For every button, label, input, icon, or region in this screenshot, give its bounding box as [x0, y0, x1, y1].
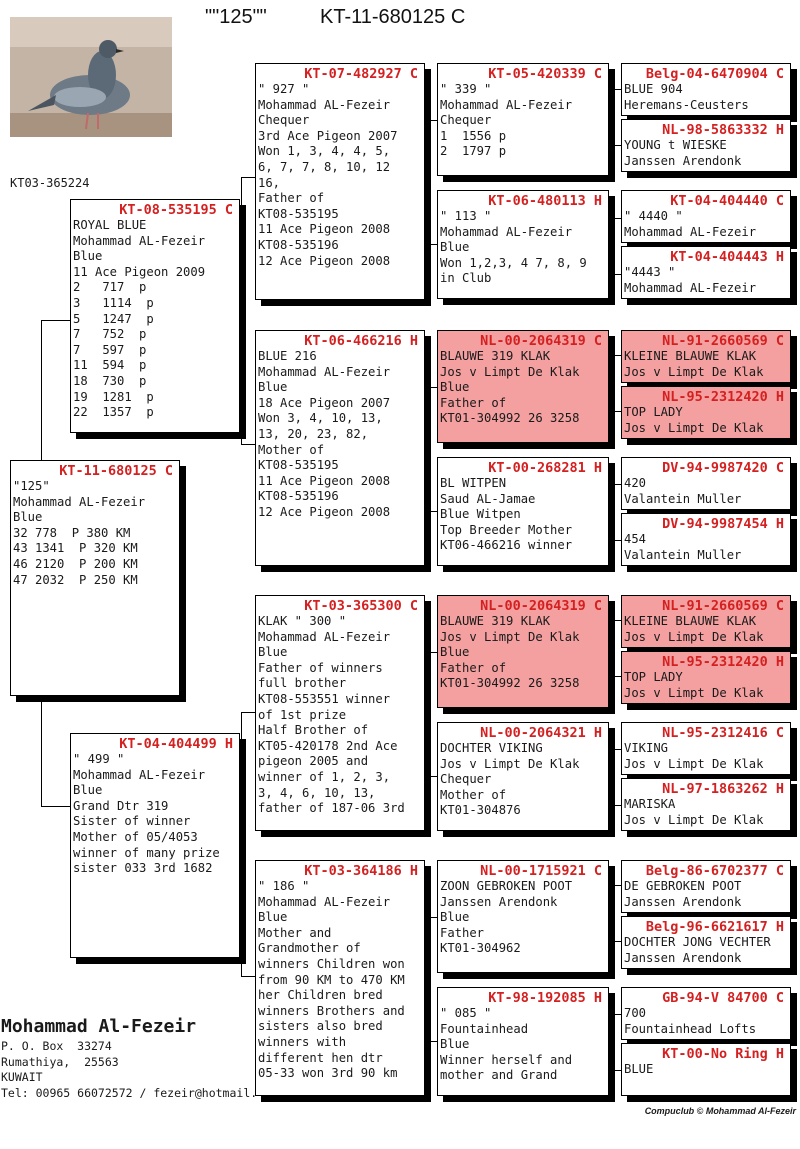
box-line: 32 778 P 380 KM	[13, 525, 131, 540]
box-line: KT08-535195	[258, 206, 339, 221]
box-line: Mohammad AL-Fezeir	[624, 224, 757, 239]
box-line: KT08-535196	[258, 489, 339, 504]
box-line: KT06-466216 winner	[440, 538, 573, 553]
pedigree-box-sire	[70, 199, 240, 433]
box-line: Won 1, 3, 4, 4, 5,	[258, 144, 391, 159]
connector-line	[614, 620, 621, 621]
box-lines	[438, 349, 608, 427]
box-lines	[256, 349, 424, 521]
pedigree-box-dds	[437, 860, 609, 973]
ring-number: KT-03-365300 C	[304, 598, 418, 614]
box-line: Father of	[440, 395, 507, 410]
box-line: KT08-535195	[258, 458, 339, 473]
connector-line	[614, 676, 621, 677]
box-line: ZOON GEBROKEN POOT	[440, 879, 573, 893]
connector-line	[428, 387, 429, 512]
box-line: Jos v Limpt De Klak	[440, 364, 580, 379]
box-line: 2 1797 p	[440, 144, 507, 159]
box-line: Father of winners	[258, 660, 383, 675]
connector-line	[428, 652, 437, 653]
box-line: BLAUWE 319 KLAK	[440, 349, 551, 363]
box-lines	[438, 741, 608, 819]
box-line: Blue	[440, 645, 470, 660]
box-line: 11 Ace Pigeon 2009	[73, 264, 206, 279]
header-nickname: ""125""	[205, 6, 267, 28]
connector-line	[41, 806, 70, 807]
box-line: 5 1247 p	[73, 311, 154, 326]
box-line: BLAUWE 319 KLAK	[440, 614, 551, 628]
pedigree-box-sire-dam	[255, 330, 425, 566]
pedigree-box-ssd	[437, 190, 609, 299]
box-line: Janssen Arendonk	[440, 894, 558, 909]
connector-line	[428, 917, 429, 1042]
box-line: Blue	[440, 1037, 470, 1052]
software-credit: Compuclub © Mohammad Al-Fezeir	[644, 1106, 796, 1116]
box-line: Valantein Muller	[624, 491, 742, 506]
box-line: sisters also bred	[258, 1019, 383, 1034]
box-line: Mohammad AL-Fezeir	[73, 767, 206, 782]
pigeon-photo	[10, 17, 172, 137]
connector-line	[614, 885, 621, 886]
box-line: Rumathiya, 25563	[1, 1054, 119, 1069]
box-line: 43 1341 P 320 KM	[13, 541, 138, 556]
box-line: KT01-304992 26 3258	[440, 676, 580, 691]
box-line: Mohammad AL-Fezeir	[13, 494, 146, 509]
box-lines	[622, 82, 790, 113]
box-line: YOUNG t WIESKE	[624, 138, 727, 152]
box-line: 47 2032 P 250 KM	[13, 572, 138, 587]
pedigree-box-dam-sire	[255, 595, 425, 831]
box-line: 12 Ace Pigeon 2008	[258, 504, 391, 519]
pedigree-box-g1	[621, 63, 791, 116]
box-line: full brother	[258, 676, 347, 691]
connector-line	[241, 177, 242, 445]
pedigree-box-dam-dam	[255, 860, 425, 1096]
ring-number: NL-98-5863332 H	[662, 122, 784, 138]
box-line: Jos v Limpt De Klak	[624, 685, 764, 700]
pedigree-box-dam	[70, 733, 240, 958]
connector-line	[428, 120, 437, 121]
pedigree-box-g15	[621, 987, 791, 1040]
connector-line	[41, 320, 42, 460]
box-line: 3, 4, 6, 10, 13,	[258, 785, 376, 800]
connector-line	[428, 387, 437, 388]
box-line: her Children bred	[258, 988, 383, 1003]
box-lines	[622, 209, 790, 240]
connector-line	[428, 652, 429, 777]
box-line: 2 717 p	[73, 280, 147, 295]
box-line: Blue	[258, 910, 288, 925]
ring-number: NL-91-2660569 C	[662, 333, 784, 349]
connector-line	[428, 917, 437, 918]
ring-number: KT-03-364186 H	[304, 863, 418, 879]
pedigree-box-g13	[621, 860, 791, 913]
box-lines	[438, 209, 608, 287]
box-lines	[622, 476, 790, 507]
box-line: Mohammad AL-Fezeir	[258, 97, 391, 112]
pedigree-box-g14	[621, 916, 791, 969]
box-line: 7 597 p	[73, 342, 147, 357]
ring-number: KT-04-404440 C	[670, 193, 784, 209]
box-line: 11 Ace Pigeon 2008	[258, 222, 391, 237]
ring-number: NL-95-2312416 C	[662, 725, 784, 741]
connector-line	[614, 218, 621, 219]
ring-number: KT-06-466216 H	[304, 333, 418, 349]
box-line: Mohammad AL-Fezeir	[258, 629, 391, 644]
connector-line	[241, 976, 255, 977]
box-lines	[622, 1006, 790, 1037]
ring-number: NL-95-2312420 H	[662, 389, 784, 405]
box-lines	[71, 752, 239, 877]
connector-line	[614, 145, 621, 146]
ring-number: KT-00-268281 H	[488, 460, 602, 476]
box-line: 1 1556 p	[440, 128, 507, 143]
connector-line	[241, 712, 242, 977]
box-lines	[622, 405, 790, 436]
pedigree-box-subject	[10, 460, 180, 696]
owner-address	[1, 1040, 257, 1102]
box-line: Grand Dtr 319	[73, 798, 169, 813]
box-line: "4443 "	[624, 265, 676, 279]
box-line: mother and Grand	[440, 1068, 558, 1083]
box-line: winners with	[258, 1034, 347, 1049]
box-line: Father of	[258, 191, 325, 206]
box-line: 05-33 won 3rd 90 km	[258, 1066, 398, 1081]
box-line: Mother of 05/4053	[73, 829, 198, 844]
box-line: Mohammad AL-Fezeir	[440, 97, 573, 112]
pedigree-box-g6	[621, 386, 791, 439]
box-line: Janssen Arendonk	[624, 894, 742, 909]
ring-number: KT-04-404499 H	[119, 736, 233, 752]
box-line: Jos v Limpt De Klak	[624, 420, 764, 435]
box-line: Jos v Limpt De Klak	[440, 756, 580, 771]
box-lines	[256, 879, 424, 1082]
box-line: Father of	[440, 660, 507, 675]
box-line: TOP LADY	[624, 405, 683, 419]
box-line: ROYAL BLUE	[73, 218, 147, 232]
box-line: Blue	[73, 249, 103, 264]
box-line: Fountainhead Lofts	[624, 1021, 757, 1036]
box-line: Chequer	[440, 113, 492, 128]
box-line: 18 730 p	[73, 373, 147, 388]
box-line: DOCHTER JONG VECHTER	[624, 935, 771, 949]
box-line: KT01-304992 26 3258	[440, 411, 580, 426]
box-line: in Club	[440, 271, 492, 286]
box-line: " 113 "	[440, 209, 492, 223]
box-line: Won 3, 4, 10, 13,	[258, 411, 383, 426]
connector-line	[41, 696, 42, 806]
box-line: 19 1281 p	[73, 389, 154, 404]
connector-line	[241, 712, 255, 713]
connector-line	[428, 244, 437, 245]
box-line: winner of 1, 2, 3,	[258, 769, 391, 784]
box-line: Blue	[13, 510, 43, 525]
owner-name: Mohammad Al-Fezeir	[1, 1016, 197, 1037]
box-line: of 1st prize	[258, 707, 347, 722]
box-line: Mohammad AL-Fezeir	[73, 233, 206, 248]
ring-number: NL-95-2312420 H	[662, 654, 784, 670]
box-lines	[438, 476, 608, 554]
ring-number: KT-05-420339 C	[488, 66, 602, 82]
ring-number: NL-00-1715921 C	[480, 863, 602, 879]
pedigree-box-ddd	[437, 987, 609, 1096]
box-line: P. O. Box 33274	[1, 1039, 112, 1053]
box-line: BLUE 216	[258, 349, 317, 363]
box-line: 3 1114 p	[73, 295, 154, 310]
pedigree-box-g2	[621, 119, 791, 172]
ring-number: KT-04-404443 H	[670, 249, 784, 265]
ring-number: KT-00-No Ring H	[662, 1046, 784, 1062]
box-lines	[622, 879, 790, 910]
connector-line	[614, 89, 621, 90]
box-line: 7 752 p	[73, 327, 147, 342]
pedigree-box-g8	[621, 513, 791, 566]
box-lines	[622, 614, 790, 645]
box-line: Father	[440, 925, 485, 940]
box-lines	[622, 1062, 790, 1078]
connector-line	[428, 1041, 437, 1042]
box-line: 454	[624, 532, 647, 546]
box-lines	[622, 935, 790, 966]
ring-number: NL-97-1863262 H	[662, 781, 784, 797]
connector-line	[614, 1014, 621, 1015]
box-line: Top Breeder Mother	[440, 522, 573, 537]
pedigree-box-g16	[621, 1043, 791, 1096]
box-line: Winner herself and	[440, 1052, 573, 1067]
box-line: Blue Witpen	[440, 507, 521, 522]
side-ring-number: KT03-365224	[10, 176, 90, 190]
ring-number: KT-07-482927 C	[304, 66, 418, 82]
box-line: Mother of	[440, 787, 507, 802]
box-line: BLUE 904	[624, 82, 683, 96]
box-line: Blue	[440, 240, 470, 255]
box-line: Grandmother of	[258, 941, 361, 956]
box-line: Chequer	[258, 113, 310, 128]
box-line: Blue	[440, 380, 470, 395]
box-lines	[622, 349, 790, 380]
box-line: Blue	[258, 645, 288, 660]
box-line: VIKING	[624, 741, 669, 755]
box-line: KT01-304962	[440, 941, 521, 956]
box-lines	[71, 218, 239, 421]
ring-number: KT-98-192085 H	[488, 990, 602, 1006]
box-line: Won 1,2,3, 4 7, 8, 9	[440, 255, 587, 270]
box-line: Valantein Muller	[624, 547, 742, 562]
ring-number: GB-94-V 84700 C	[662, 990, 784, 1006]
connector-line	[614, 355, 621, 356]
ring-number: NL-91-2660569 C	[662, 598, 784, 614]
pedigree-box-sdd	[437, 457, 609, 566]
box-line: Half Brother of	[258, 723, 369, 738]
box-line: 22 1357 p	[73, 405, 154, 420]
ring-number: KT-11-680125 C	[59, 463, 173, 479]
ring-number: NL-00-2064321 H	[480, 725, 602, 741]
connector-line	[614, 941, 621, 942]
box-line: Saud AL-Jamae	[440, 491, 536, 506]
header-ring: KT-11-680125 C	[320, 6, 466, 28]
ring-number: NL-00-2064319 C	[480, 333, 602, 349]
box-line: Janssen Arendonk	[624, 950, 742, 965]
ring-number: Belg-04-6470904 C	[645, 66, 784, 82]
pedigree-box-g9	[621, 595, 791, 648]
pedigree-box-g12	[621, 778, 791, 831]
box-line: KUWAIT	[1, 1070, 43, 1085]
box-line: Mohammad AL-Fezeir	[440, 224, 573, 239]
box-line: " 085 "	[440, 1006, 492, 1020]
box-line: Jos v Limpt De Klak	[624, 629, 764, 644]
box-line: 700	[624, 1006, 647, 1020]
box-line: Janssen Arendonk	[624, 153, 742, 168]
box-lines	[622, 265, 790, 296]
box-lines	[438, 614, 608, 692]
pedigree-box-g3	[621, 190, 791, 243]
box-line: BLUE	[624, 1062, 654, 1076]
box-line: 3rd Ace Pigeon 2007	[258, 128, 398, 143]
box-line: BL WITPEN	[440, 476, 507, 490]
box-line: Mother and	[258, 925, 332, 940]
box-line: KLEINE BLAUWE KLAK	[624, 614, 757, 628]
box-lines	[622, 670, 790, 701]
box-line: 420	[624, 476, 647, 490]
box-line: 46 2120 P 200 KM	[13, 556, 138, 571]
box-line: 11 594 p	[73, 358, 147, 373]
pedigree-box-sire-sire	[255, 63, 425, 300]
box-line: from 90 KM to 470 KM	[258, 972, 405, 987]
pedigree-box-g7	[621, 457, 791, 510]
box-line: Blue	[73, 783, 103, 798]
box-line: KT01-304876	[440, 803, 521, 818]
box-line: Jos v Limpt De Klak	[624, 812, 764, 827]
box-lines	[622, 797, 790, 828]
box-line: KT08-553551 winner	[258, 691, 391, 706]
box-line: 11 Ace Pigeon 2008	[258, 473, 391, 488]
connector-line	[241, 444, 255, 445]
box-line: Heremans-Ceusters	[624, 97, 749, 112]
box-lines	[438, 879, 608, 957]
box-line: Mohammad AL-Fezeir	[258, 364, 391, 379]
box-line: TOP LADY	[624, 670, 683, 684]
box-line: KT05-420178 2nd Ace	[258, 738, 398, 753]
box-lines	[622, 532, 790, 563]
pedigree-box-g10	[621, 651, 791, 704]
connector-line	[428, 776, 437, 777]
box-line: KLEINE BLAUWE KLAK	[624, 349, 757, 363]
box-line: Jos v Limpt De Klak	[440, 629, 580, 644]
ring-number: KT-06-480113 H	[488, 193, 602, 209]
box-line: DOCHTER VIKING	[440, 741, 543, 755]
box-line: 6, 7, 7, 8, 10, 12	[258, 159, 391, 174]
box-line: father of 187-06 3rd	[258, 801, 405, 816]
box-line: winners Children won	[258, 956, 405, 971]
box-lines	[256, 614, 424, 817]
box-line: Fountainhead	[440, 1021, 529, 1036]
box-line: KT08-535196	[258, 237, 339, 252]
ring-number: KT-08-535195 C	[119, 202, 233, 218]
box-line: sister 033 3rd 1682	[73, 861, 213, 876]
box-line: "125"	[13, 479, 50, 493]
box-line: Chequer	[440, 772, 492, 787]
box-line: 18 Ace Pigeon 2007	[258, 395, 391, 410]
box-lines	[438, 82, 608, 160]
box-line: Tel: 00965 66072572 / fezeir@hotmail.	[1, 1085, 258, 1100]
box-line: Blue	[258, 380, 288, 395]
box-line: Mohammad AL-Fezeir	[624, 280, 757, 295]
ring-number: DV-94-9987454 H	[662, 516, 784, 532]
connector-line	[614, 540, 621, 541]
box-line: " 186 "	[258, 879, 310, 893]
pedigree-box-sds	[437, 330, 609, 443]
pedigree-box-g11	[621, 722, 791, 775]
box-line: MARISKA	[624, 797, 676, 811]
connector-line	[614, 1070, 621, 1071]
ring-number: Belg-96-6621617 H	[645, 919, 784, 935]
box-lines	[622, 138, 790, 169]
box-lines	[11, 479, 179, 588]
ring-number: NL-00-2064319 C	[480, 598, 602, 614]
connector-line	[614, 805, 621, 806]
connector-line	[614, 484, 621, 485]
box-line: 13, 20, 23, 82,	[258, 426, 369, 441]
box-line: " 4440 "	[624, 209, 683, 223]
box-line: DE GEBROKEN POOT	[624, 879, 742, 893]
box-line: " 499 "	[73, 752, 125, 766]
pedigree-box-g4	[621, 246, 791, 299]
box-line: 12 Ace Pigeon 2008	[258, 253, 391, 268]
connector-line	[614, 274, 621, 275]
box-line: Blue	[440, 910, 470, 925]
pedigree-box-dsd	[437, 722, 609, 831]
box-line: " 927 "	[258, 82, 310, 96]
connector-line	[428, 511, 437, 512]
connector-line	[614, 749, 621, 750]
box-line: different hen dtr	[258, 1050, 383, 1065]
box-lines	[622, 741, 790, 772]
ring-number: DV-94-9987420 C	[662, 460, 784, 476]
box-line: winner of many prize	[73, 845, 220, 860]
connector-line	[428, 120, 429, 245]
box-lines	[256, 82, 424, 269]
box-line: Sister of winner	[73, 814, 191, 829]
box-line: pigeon 2005 and	[258, 754, 369, 769]
connector-line	[614, 411, 621, 412]
box-line: Jos v Limpt De Klak	[624, 364, 764, 379]
pedigree-box-dss	[437, 595, 609, 708]
box-line: 16,	[258, 175, 281, 190]
box-lines	[438, 1006, 608, 1084]
ring-number: Belg-86-6702377 C	[645, 863, 784, 879]
box-line: KLAK " 300 "	[258, 614, 347, 628]
connector-line	[241, 177, 255, 178]
box-line: winners Brothers and	[258, 1003, 405, 1018]
pedigree-box-sss	[437, 63, 609, 176]
box-line: Jos v Limpt De Klak	[624, 756, 764, 771]
box-line: " 339 "	[440, 82, 492, 96]
connector-line	[41, 320, 70, 321]
pedigree-box-g5	[621, 330, 791, 383]
box-line: Mohammad AL-Fezeir	[258, 894, 391, 909]
box-line: Mother of	[258, 442, 325, 457]
